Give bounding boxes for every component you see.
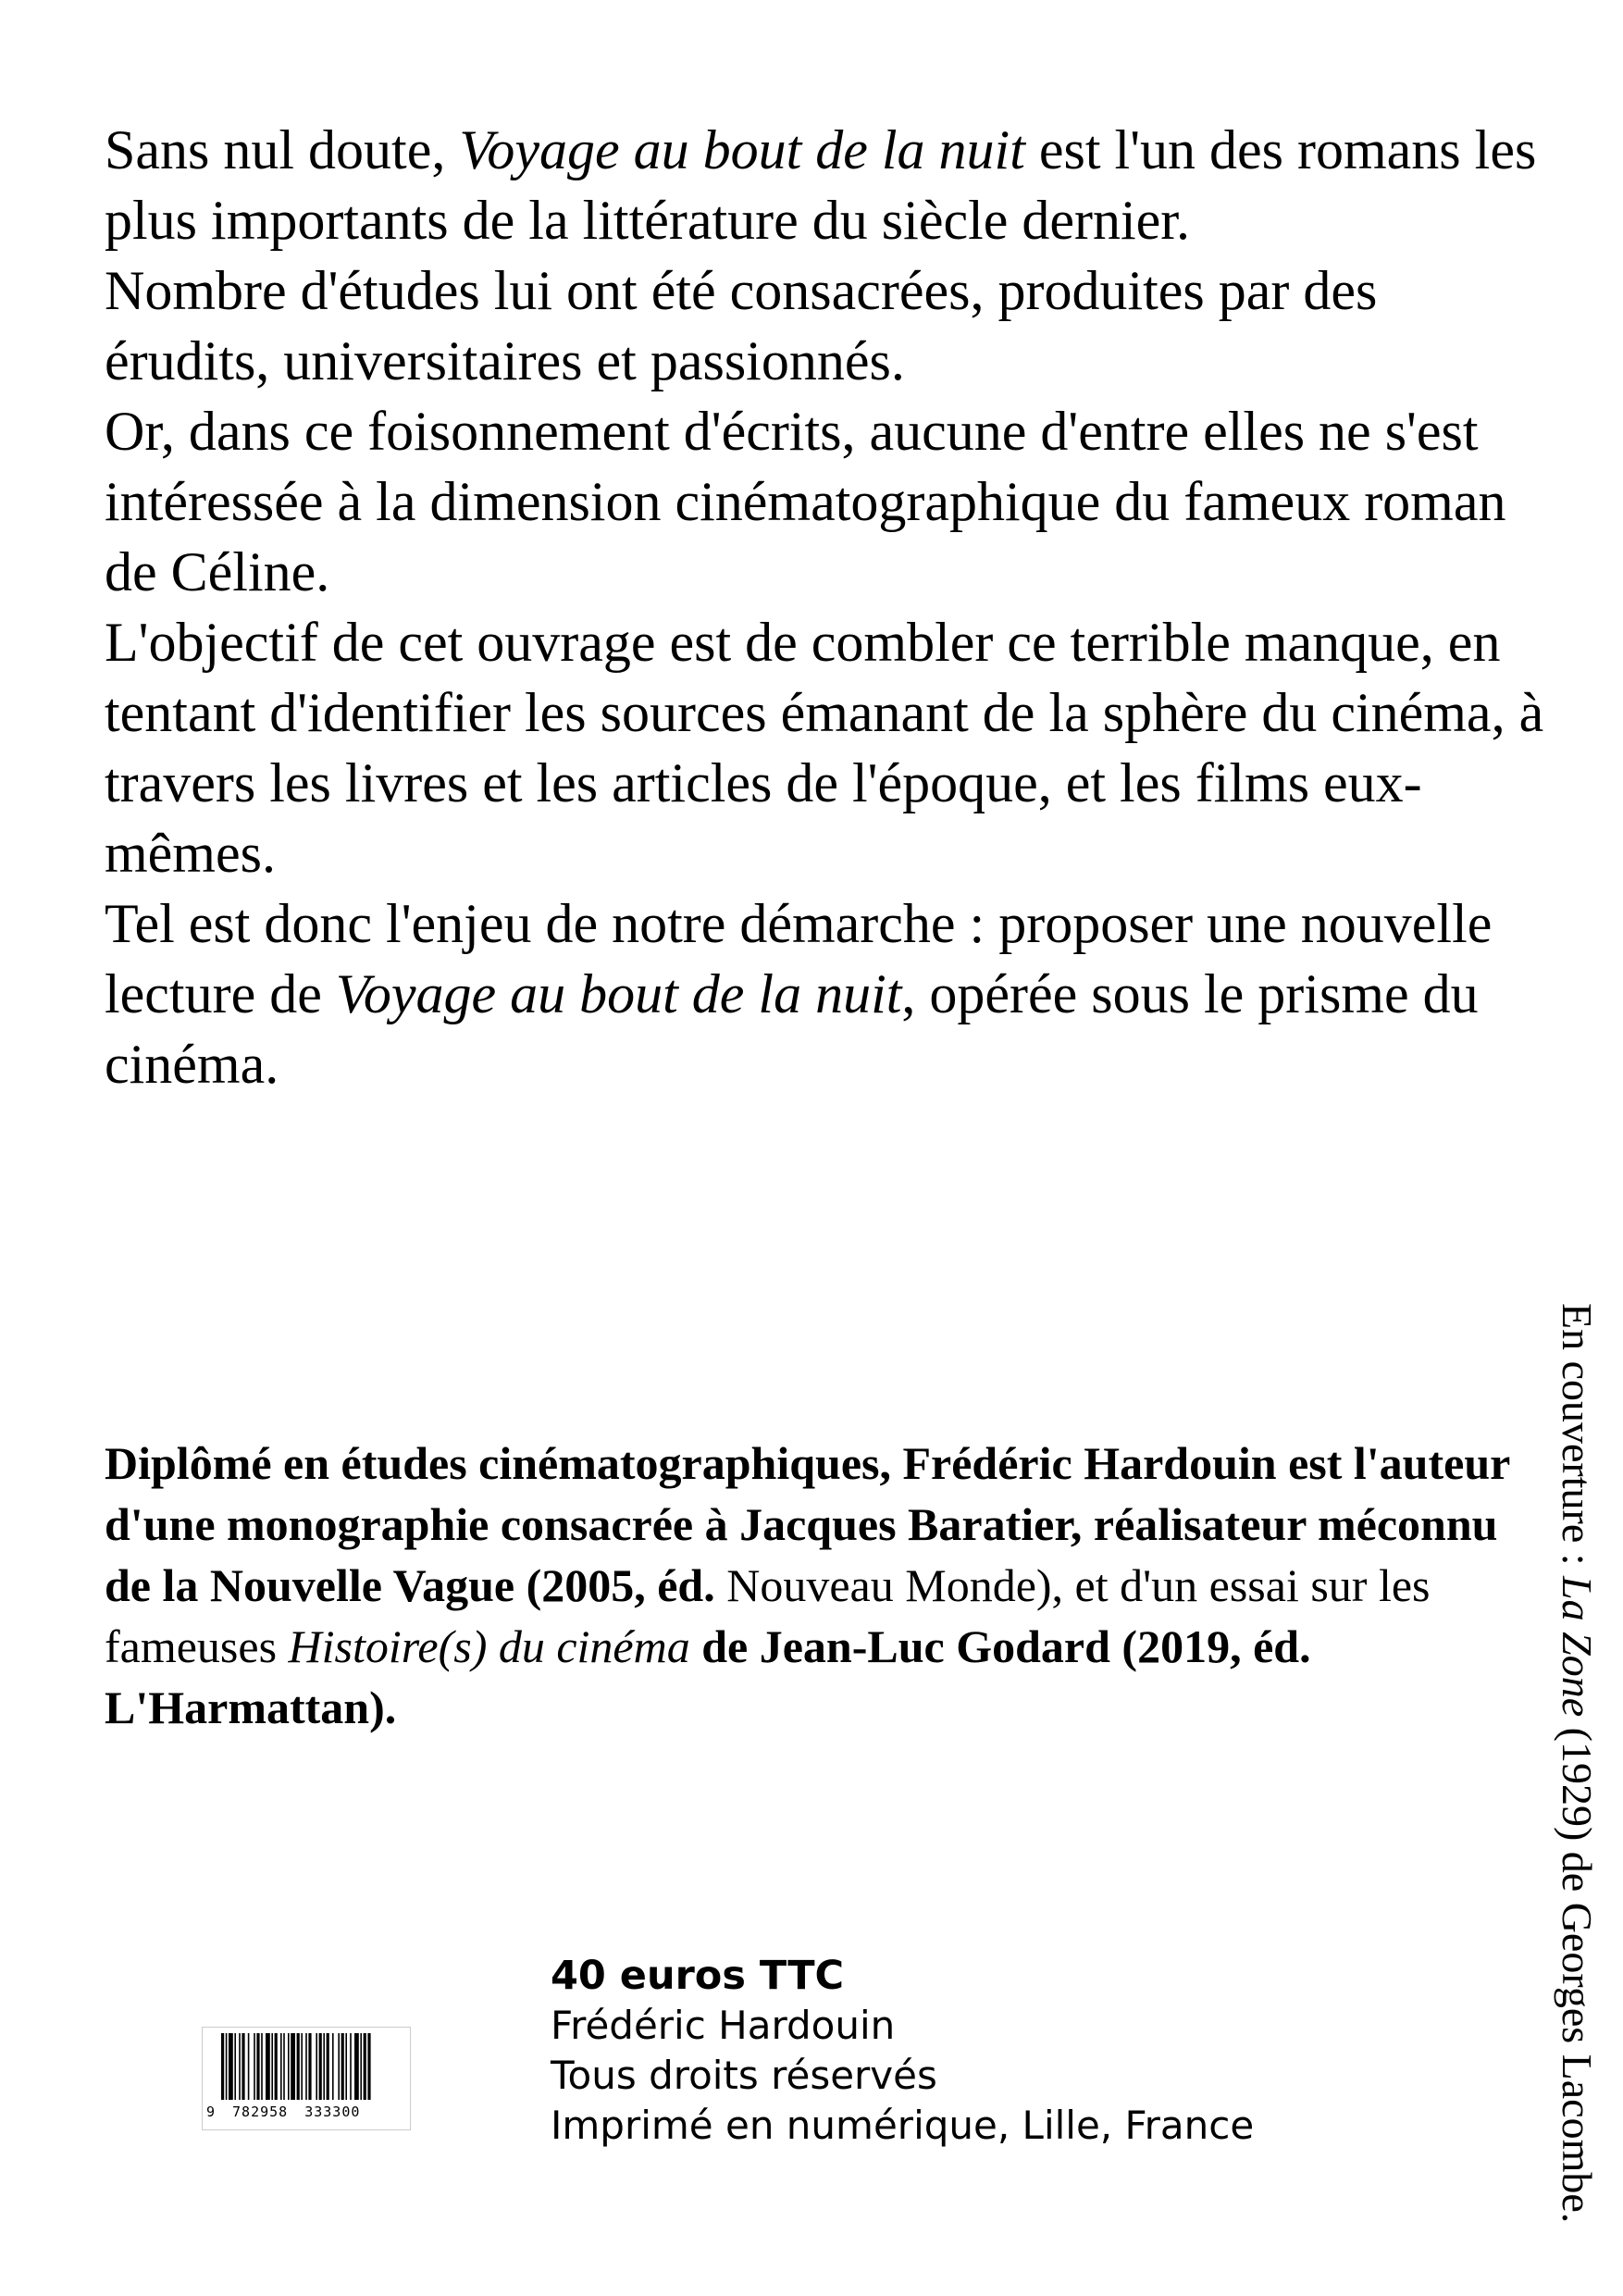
credit-text: En couverture :: [1554, 1303, 1601, 1577]
barcode-first-digit: 9: [206, 2104, 217, 2120]
barcode-bar: [226, 2033, 228, 2100]
barcode-bar: [305, 2033, 307, 2100]
imprint-rights: Tous droits réservés: [551, 2053, 937, 2098]
work-title: Histoire(s) du cinéma: [288, 1620, 690, 1672]
barcode-bar: [242, 2033, 244, 2100]
barcode-bar: [283, 2033, 285, 2100]
barcode-bar: [229, 2033, 233, 2100]
barcode-bar: [360, 2033, 362, 2100]
barcode-bar: [280, 2033, 282, 2100]
barcode-bar: [345, 2033, 347, 2100]
cover-credit: [1547, 1303, 1603, 2293]
barcode-bar: [261, 2033, 263, 2100]
barcode-bar: [332, 2033, 334, 2100]
barcode-right-group: 333300: [304, 2104, 361, 2120]
bio-text: de Jean-Luc Godard (2019, éd. L'Harmattan).: [105, 1620, 1311, 1733]
barcode-bar: [354, 2033, 359, 2100]
barcode-bar: [327, 2033, 329, 2100]
barcode-bar: [221, 2033, 224, 2100]
blurb-paragraph-4: L'objectif de cet ouvrage est de combler ce terrible manque, en tentant d'identifier les sources émanant de la sphère du cinéma, à travers les livres et les articles de l'époque, et les films eux-mêmes.: [105, 612, 1544, 884]
back-cover-blurb: [105, 115, 1548, 1099]
bio-text: Diplômé en études cinématographiques, Frédéric Hardouin est l'auteur d'une monographie consacrée à Jacques Baratier, réalisateur méconnu de la Nouvelle Vague (2005, éd.: [105, 1437, 1510, 1611]
barcode-bar: [308, 2033, 311, 2100]
barcode-bar: [350, 2033, 352, 2100]
barcode-bar: [288, 2033, 290, 2100]
book-title: Voyage au bout de la nuit: [335, 963, 902, 1024]
barcode-digits: [206, 2104, 360, 2120]
blurb-paragraph-2: Nombre d'études lui ont été consacrées, produites par des érudits, universitaires et passionnés.: [105, 260, 1378, 391]
barcode-left-group: 782958: [232, 2104, 289, 2120]
barcode-bar: [367, 2033, 370, 2100]
blurb-text: Sans nul doute,: [105, 119, 460, 180]
blurb-paragraph-3: Or, dans ce foisonnement d'écrits, aucune d'entre elles ne s'est intéressée à la dimension cinématographique du fameux roman de Céline.: [105, 401, 1506, 602]
barcode-bar: [323, 2033, 325, 2100]
barcode-bar: [341, 2033, 344, 2100]
blurb-text: est l'un des romans les plus importants de la littérature du siècle dernier.: [105, 119, 1537, 251]
film-title: La Zone: [1554, 1576, 1601, 1718]
credit-text: (1929) de Georges Lacombe.: [1554, 1717, 1601, 2224]
imprint-author: Frédéric Hardouin: [551, 2003, 896, 2048]
barcode-bar: [234, 2033, 236, 2100]
barcode-bar: [316, 2033, 317, 2100]
barcode-bar: [239, 2033, 241, 2100]
barcode-bar: [297, 2033, 300, 2100]
barcode-bars: [203, 2028, 410, 2104]
price: 40 euros TTC: [551, 1953, 845, 1999]
barcode-bar: [275, 2033, 278, 2100]
barcode-bar: [271, 2033, 273, 2100]
barcode-bar: [248, 2033, 250, 2100]
isbn-barcode: [202, 2027, 411, 2130]
bio-text: Nouveau Monde), et d'un essai sur les fameuses: [105, 1559, 1431, 1672]
barcode-bar: [301, 2033, 303, 2100]
blurb-text: Tel est donc l'enjeu de notre démarche : proposer une nouvelle lecture de: [105, 893, 1493, 1024]
blurb-paragraph-5: [105, 888, 1548, 1099]
barcode-bar: [266, 2033, 270, 2100]
barcode-bar: [364, 2033, 366, 2100]
imprint-printed: Imprimé en numérique, Lille, France: [551, 2103, 1255, 2148]
author-bio: [105, 1433, 1511, 1738]
blurb-text: , opérée sous le prisme du cinéma.: [105, 963, 1479, 1095]
barcode-bar: [319, 2033, 322, 2100]
book-title: Voyage au bout de la nuit: [459, 119, 1025, 180]
barcode-bar: [256, 2033, 259, 2100]
barcode-bar: [254, 2033, 255, 2100]
imprint-block: [551, 1951, 1254, 2151]
blurb-paragraph-1: [105, 115, 1548, 255]
barcode-bar: [291, 2033, 295, 2100]
barcode-bar: [338, 2033, 340, 2100]
